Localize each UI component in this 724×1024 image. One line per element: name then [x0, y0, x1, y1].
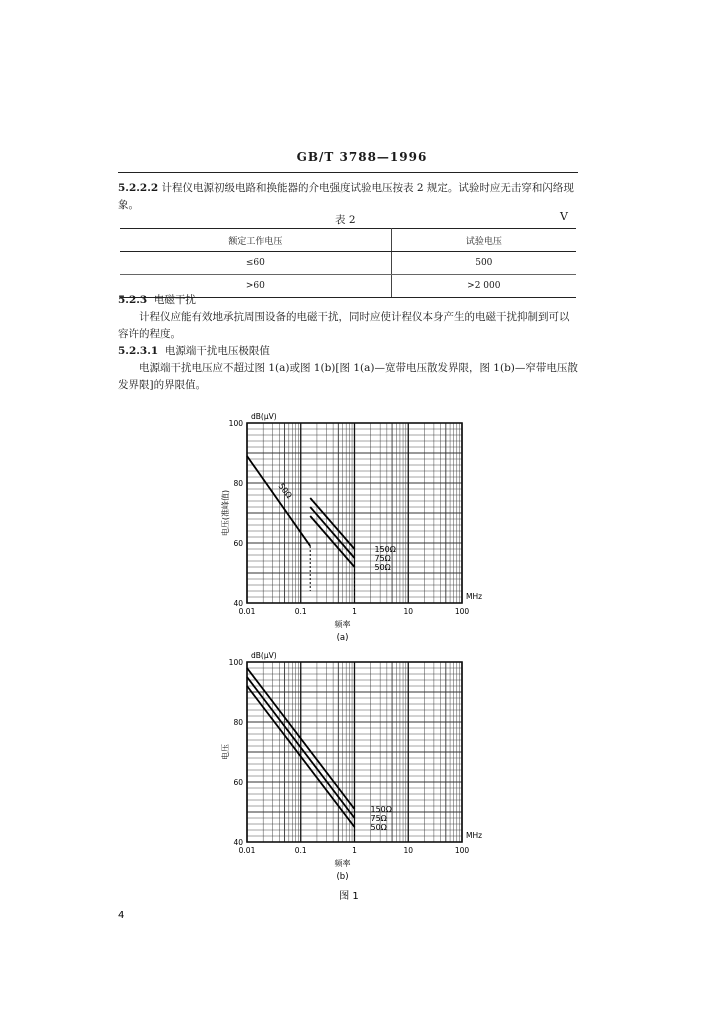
table-title: 表 2 [335, 214, 356, 226]
section-5-2-3-1-text: 电源端干扰电压应不超过图 1(a)或图 1(b)[图 1(a)—宽带电压散发界限，图 1(b)—窄带电压散发界限]的界限值。 [118, 362, 578, 391]
y-tick-label: 60 [233, 539, 243, 548]
y-unit-label: dB(μV) [251, 651, 277, 660]
series-label: 75Ω [370, 814, 387, 823]
y-axis-label: 电压 [221, 744, 230, 760]
x-unit-label: MHz [466, 831, 483, 840]
chart-a [220, 412, 482, 643]
y-tick-label: 40 [233, 599, 243, 608]
column-header-rated-voltage: 额定工作电压 [120, 229, 391, 252]
x-unit-label: MHz [466, 592, 483, 601]
series-label: 50Ω [276, 481, 294, 501]
series-label: 150Ω [374, 545, 396, 554]
x-tick-label: 1 [352, 846, 357, 855]
series-label: 50Ω [374, 563, 391, 572]
figure-caption: 图 1 [339, 891, 359, 902]
x-tick-label: 10 [403, 846, 414, 855]
cell-test-voltage: 500 [391, 252, 576, 275]
x-tick-label: 0.1 [294, 607, 307, 616]
chart-caption: (b) [336, 872, 349, 882]
x-tick-label: 1 [352, 607, 357, 616]
series-label: 75Ω [374, 554, 391, 563]
clause-text: 计程仪电源初级电路和换能器的介电强度试验电压按表 2 规定。试验时应无击穿和闪络现象。 [118, 182, 574, 211]
clause-number: 5.2.3.1 [118, 345, 159, 357]
y-unit-label: dB(μV) [251, 412, 277, 421]
y-tick-label: 60 [233, 778, 243, 787]
series-label: 150Ω [370, 805, 392, 814]
x-axis-label: 频率 [334, 859, 351, 868]
x-tick-label: 10 [403, 607, 414, 616]
series-label: 50Ω [370, 823, 387, 832]
cell-test-voltage: >2 000 [391, 275, 576, 298]
column-header-test-voltage: 试验电压 [391, 229, 576, 252]
chart-b [220, 651, 482, 882]
y-tick-label: 40 [233, 838, 243, 847]
x-tick-label: 0.01 [238, 846, 256, 855]
clause-number: 5.2.2.2 [118, 182, 159, 194]
x-axis-label: 频率 [334, 620, 351, 629]
y-tick-label: 100 [228, 419, 243, 428]
section-5-2-3-text: 计程仪应能有效地承抗周围设备的电磁干扰，同时应使计程仪本身产生的电磁干扰抑制到可以容许的程度。 [118, 311, 570, 340]
clause-title: 电磁干扰 [153, 294, 196, 306]
y-tick-label: 80 [233, 718, 243, 727]
x-tick-label: 0.01 [238, 607, 256, 616]
y-axis-label: 电压(准峰值) [221, 489, 230, 537]
x-tick-label: 0.1 [294, 846, 307, 855]
standard-header: GB/T 3788—1996 [296, 150, 428, 164]
x-tick-label: 100 [454, 607, 470, 616]
page-number: 4 [118, 910, 125, 921]
chart-caption: (a) [336, 633, 349, 643]
y-tick-label: 80 [233, 479, 243, 488]
y-tick-label: 100 [228, 658, 243, 667]
cell-rated-voltage: >60 [120, 275, 391, 298]
clause-title: 电源端干扰电压极限值 [164, 345, 270, 357]
x-tick-label: 100 [454, 846, 470, 855]
cell-rated-voltage: ≤60 [120, 252, 391, 275]
clause-number: 5.2.3 [118, 294, 148, 306]
table-unit: V [560, 210, 568, 223]
